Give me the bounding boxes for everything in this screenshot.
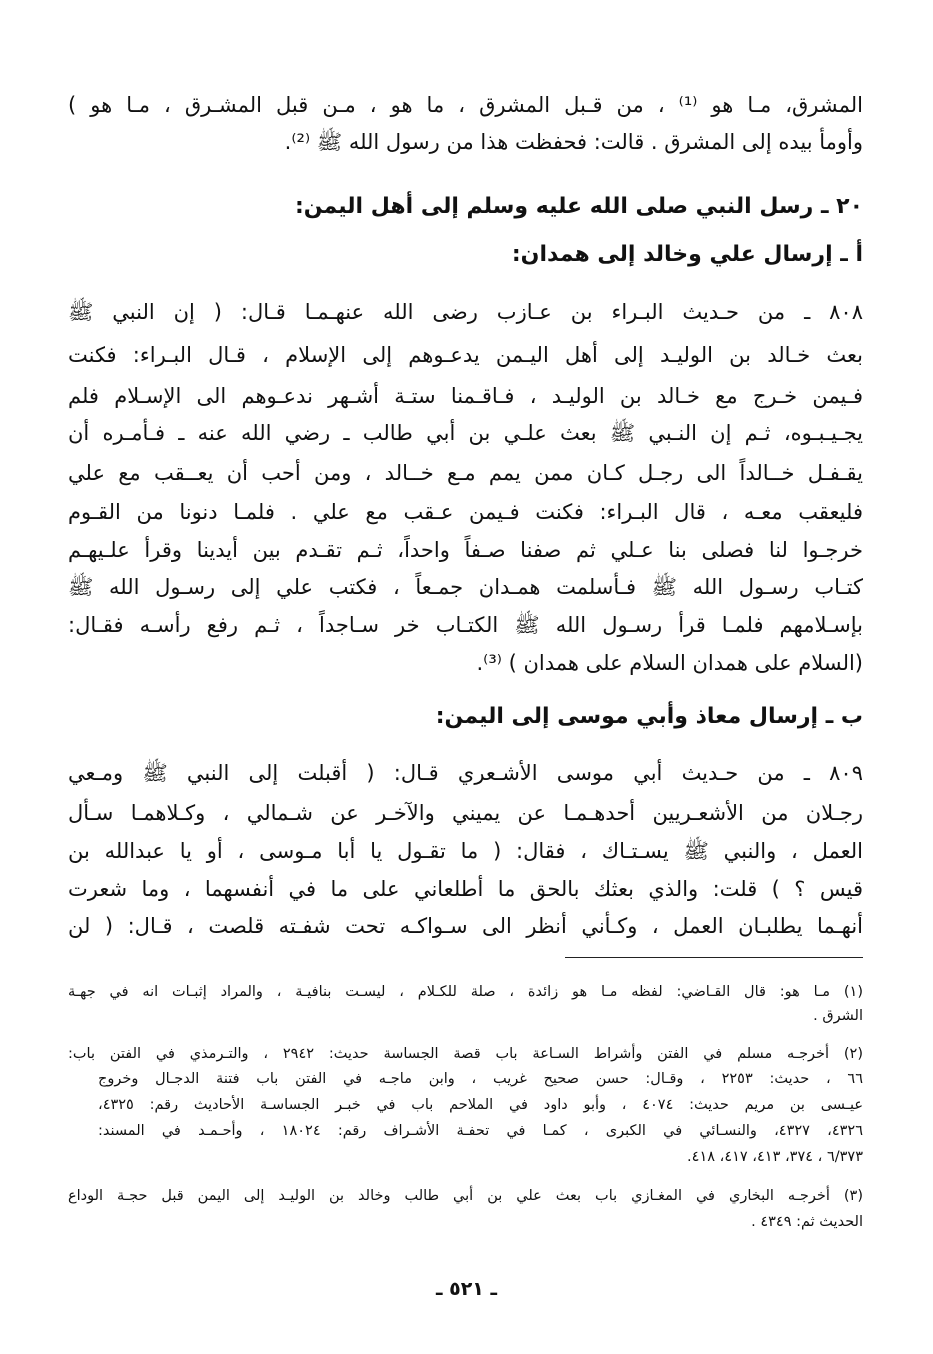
hadith-808-line: يجـيـبـوه، ثـم إن النـبي ﷺ بعث علـي بن أبي طالب ـ رضي الله عنه ـ فـأمـره أن [68,421,863,445]
body-line: المشرق، مـا هو ⁽¹⁾ ، من قـبل المشرق ، ما هو ، مـن قبل المشـرق ، مـا هو ) [68,93,863,117]
hadith-808-line: فـيمن خـرج مع خـالد بن الوليـد ، فـاقـمنا ستـة أشـهر ندعـوهم الى الإسـلام فلم [68,384,863,408]
footnote-1-line: الشرق . [813,1008,863,1024]
hadith-809-line: رجـلان من الأشعـريين أحدهـمـا عن يميني والآخـر عن شـمالي ، وكـلاهمـا سـأل [68,801,863,825]
footnote-2-line: عيـسى بن مريم حديث: ٤٠٧٤ ، وأبو داود في الملاحم باب في خبـر الجساسـة الأحاديث رقم: ٤٣٢٥، [98,1097,863,1113]
hadith-809-line: قيس ؟ ) قلت: والذي بعثك بالحق ما أطلعاني على ما في أنفسهما ، وما شعرت [68,877,863,901]
footnote-2-line: (٢) أخرجـه مسلم في الفتن وأشراط السـاعة باب قصة الجساسة حديث: ٢٩٤٢ ، والتـرمذي في الفتن باب: [68,1046,863,1062]
hadith-808-line: (السلام على همدان السلام على همدان ) ⁽³⁾. [476,651,863,675]
hadith-808-line: بإسـلامهم فلمـا قرأ رسـول الله ﷺ الكتـاب خر سـاجداً ، ثـم رفع رأسـه فقـال: [68,613,863,637]
footnote-3-line: (٣) أخرجـه البخاري في المغـازي باب بعث علي بن أبي طالب وخالد بن الوليـد إلى اليمن قبل حجـة الوداع [68,1188,863,1204]
hadith-808-line: كتـاب رسـول الله ﷺ فـأسلمت همـدان جمـعاً ، فكتب علي إلى رسـول الله ﷺ [68,575,863,599]
body-line: وأومأ بيده إلى المشرق . قالت: فحفظت هذا من رسول الله ﷺ ⁽²⁾. [284,130,863,154]
section-heading: ٢٠ ـ رسل النبي صلى الله عليه وسلم إلى أهل اليمن: [294,194,863,219]
hadith-809-line: العمل ، والنبي ﷺ يسـتـاك ، فقال: ( ما تقـول يا أبا مـوسى ، أو يا عبدالله بن [68,839,863,863]
footnote-1-line: (١) مـا هو: قال القـاضي: لفظه مـا هو زائدة ، صلة للكـلام ، ليسـت بنافيـة ، والمراد إثبـات انه في جهـة [68,984,863,1000]
page-number: ـ ٥٢١ ـ [435,1278,497,1300]
footnote-2-line: ٦٦ ، حديث: ٢٢٥٣ ، وقـال: حسن صحيح غريب ، وابن ماجـه في الفتن باب فتنة الدجـال وخروج [98,1071,863,1087]
hadith-808-line: ٨٠٨ ـ من حـديث البـراء بن عـازب رضى الله عنهـمـا قـال: ( إن النبي ﷺ [68,300,863,324]
hadith-808-line: يقـفـل خــالداً الى رجـل كـان ممن يمم مـع خــالد ، ومن أحب أن يعــقب مع علي [68,461,863,485]
hadith-809-line: ٨٠٩ ـ من حـديث أبي موسى الأشـعري قـال: ( أقبلت إلى النبي ﷺ ومـعي [68,761,863,785]
hadith-808-line: خرجـوا لنا فصلى بنا عـلي ثم صفنا صـفاً واحداً، ثـم تقـدم بين أيدينا وقرأ علـيهـم [68,538,863,562]
footnote-2-line: ٤٣٢٦، ٤٣٢٧، والنسـائي في الكبرى ، كمـا في تحفـة الأشـراف رقم: ١٨٠٢٤ ، وأحـمـد في المسند: [98,1123,863,1139]
hadith-808-line: بعث خـالد بن الوليـد إلى أهل اليـمن يدعـوهم إلى الإسلام ، قـال البـراء: فكنت [68,343,863,367]
subheading-b: ب ـ إرسال معاذ وأبي موسى إلى اليمن: [435,704,863,729]
footnote-3-line: الحديث ثم: ٤٣٤٩ . [751,1214,863,1230]
footnote-2-line: ٦/٣٧٣ ، ٣٧٤، ٤١٣، ٤١٧، ٤١٨. [687,1149,863,1165]
hadith-808-line: فليعقب معـه ، قال البـراء: فكنت فـيمن عـقب مع علي . فلمـا دنونا من القـوم [68,500,863,524]
hadith-809-line: أنهـما يطلبـان العمل ، وكـأني أنظر الى سـواكـه تحت شفـته قلصت ، قـال: ( لن [68,914,863,938]
footnote-separator [565,957,863,958]
subheading-a: أ ـ إرسال علي وخالد إلى همدان: [511,242,863,267]
